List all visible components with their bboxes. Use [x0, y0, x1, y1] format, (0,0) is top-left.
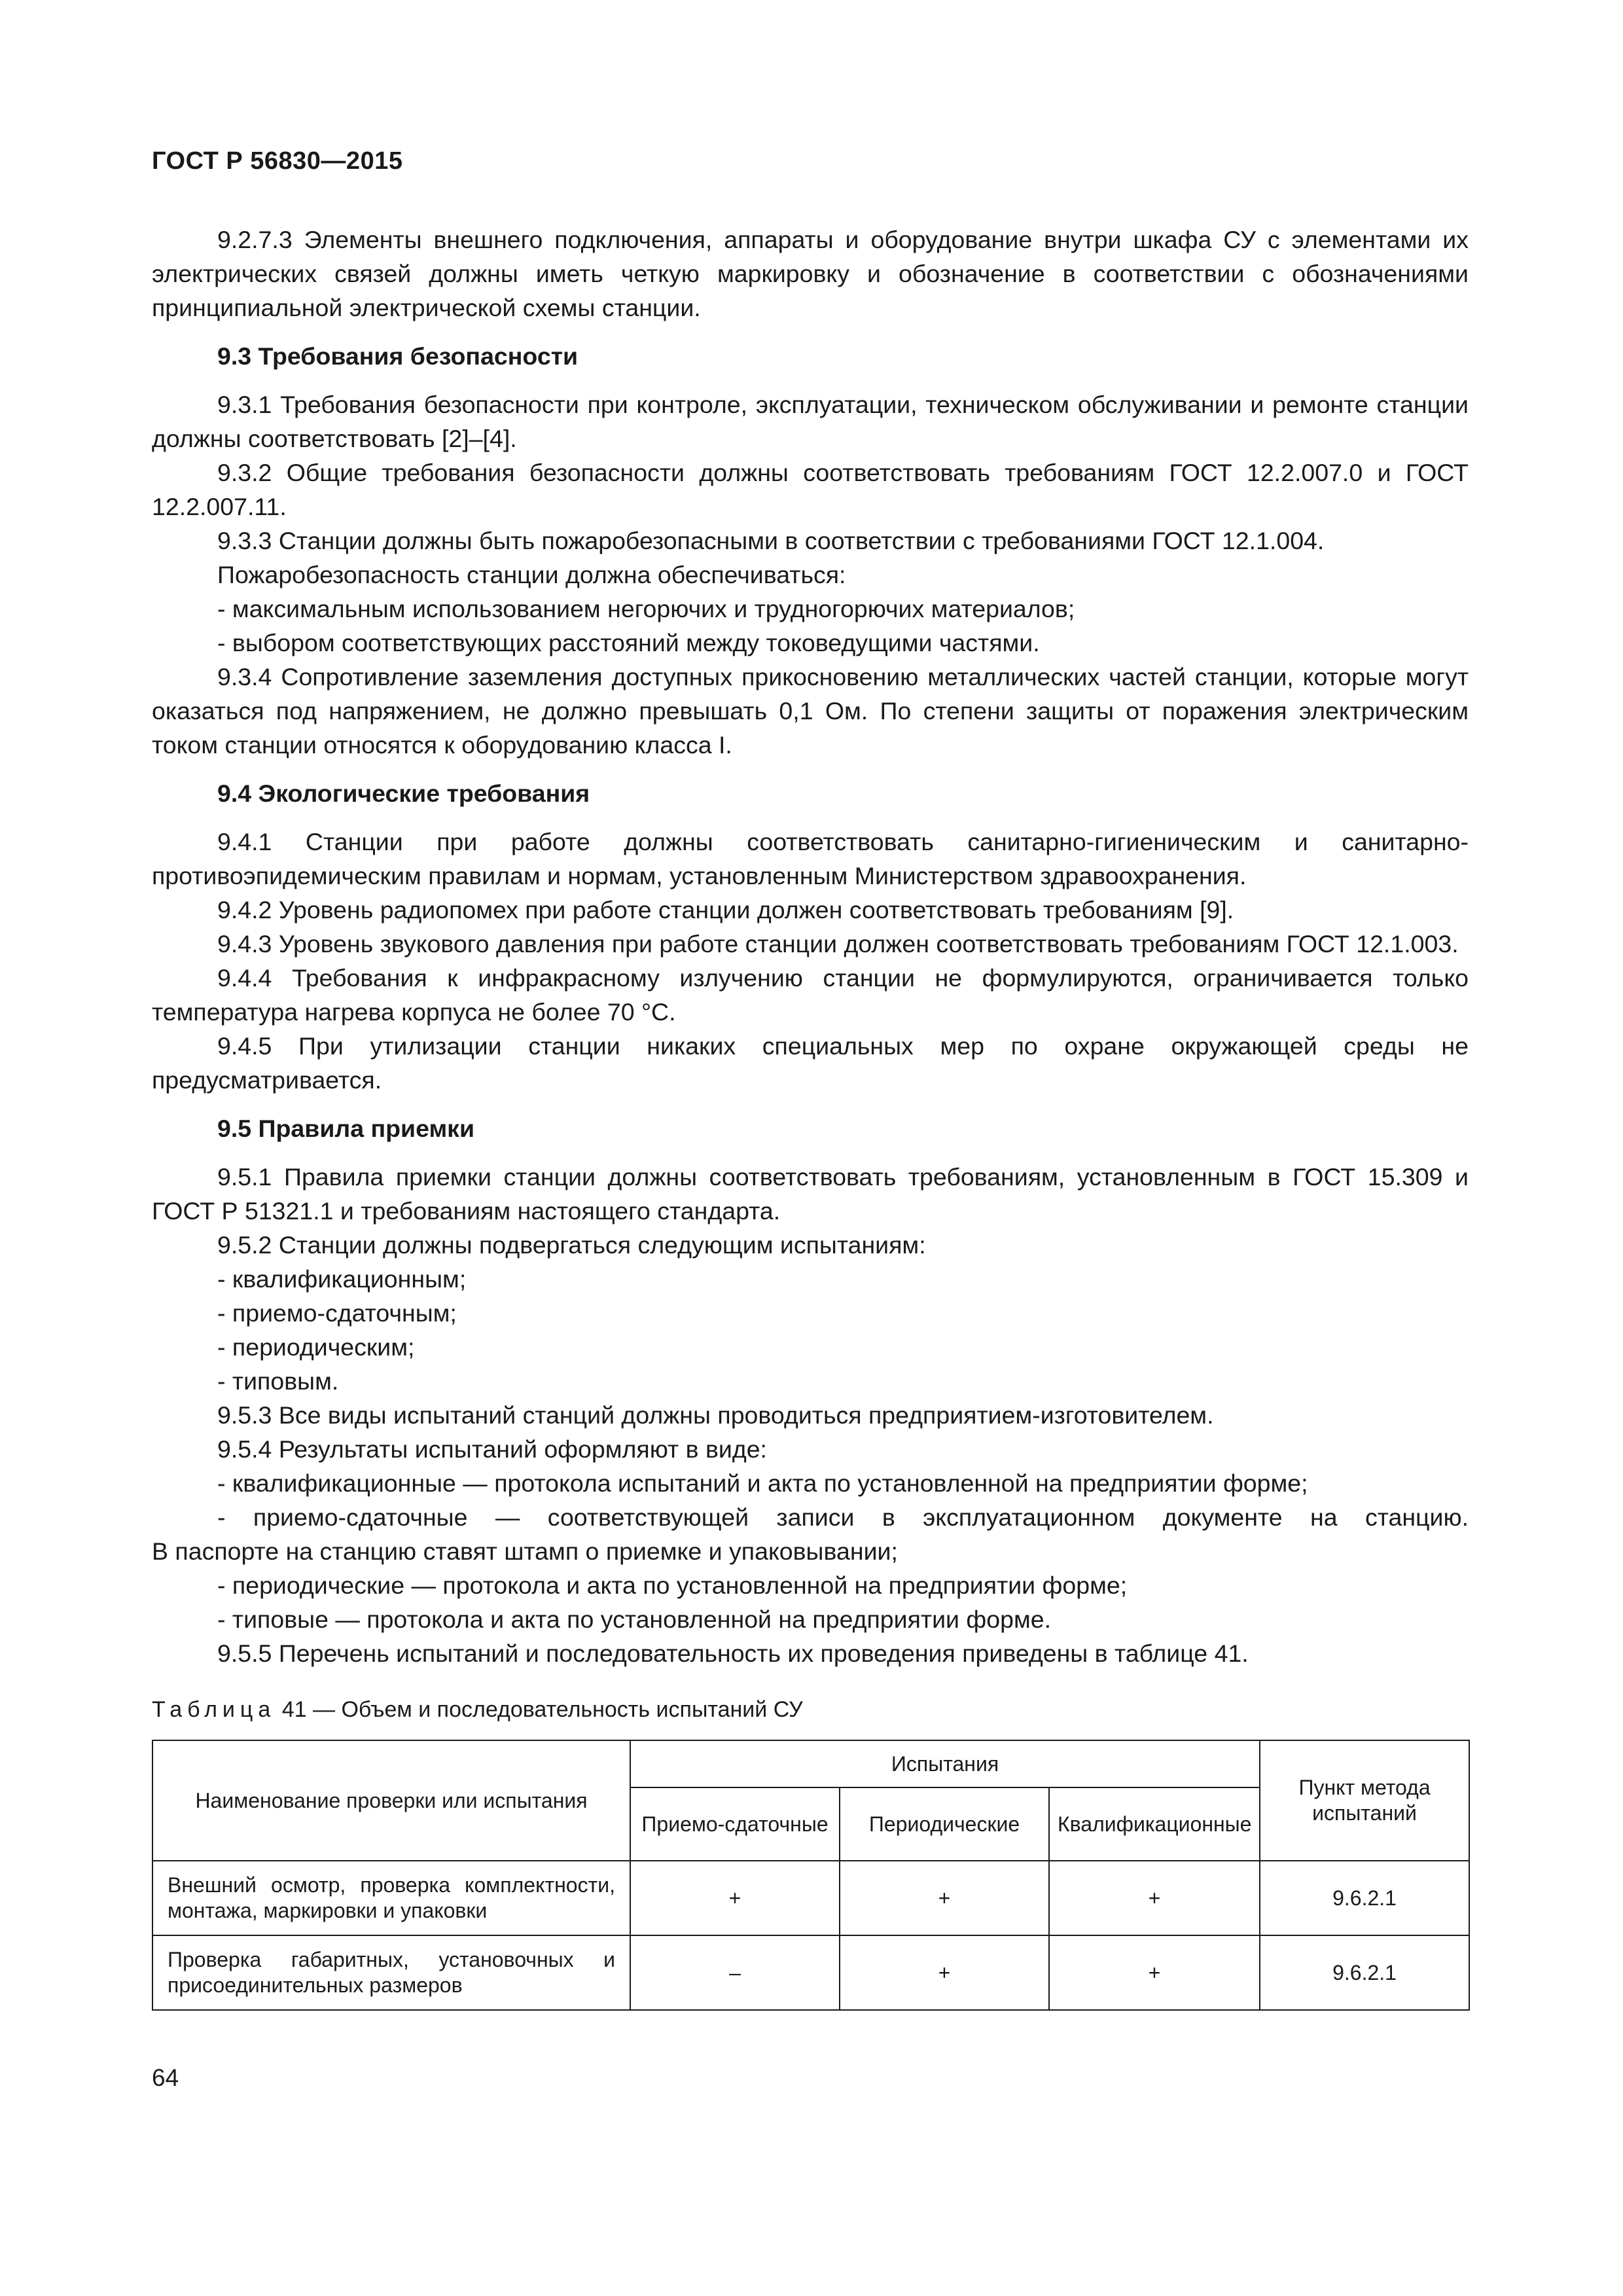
page-number: 64: [152, 2064, 179, 2091]
list-item: - типовым.: [217, 1367, 339, 1395]
section-heading: 9.5 Правила приемки: [217, 1115, 474, 1142]
cell-qualification: +: [1049, 1935, 1260, 2010]
standard-designation: ГОСТ Р 56830—2015: [152, 147, 403, 175]
paragraph: 9.3.1 Требования безопасности при контроле, эксплуатации, техническом обслуживании и ремонте станции должны соответствовать [2]–[4].: [152, 391, 1469, 452]
paragraph: 9.4.2 Уровень радиопомех при работе станции должен соответствовать требованиям [9].: [217, 896, 1234, 924]
paragraph: 9.3.4 Сопротивление заземления доступных прикосновению металлических частей станции, которые могут оказаться под напряжением, не должно превышать 0,1 Ом. По степени защиты от поражения электрическим током станции относятся к оборудованию класса I.: [152, 663, 1469, 759]
list-item: - приемо-сдаточным;: [217, 1299, 457, 1327]
paragraph: 9.4.3 Уровень звукового давления при работе станции должен соответствовать требованиям ГОСТ 12.1.003.: [217, 930, 1459, 958]
document-body: [152, 223, 1469, 2011]
list-item: - выбором соответствующих расстояний между токоведущими частями.: [217, 629, 1040, 656]
paragraph: 9.5.2 Станции должны подвергаться следующим испытаниям:: [217, 1231, 926, 1259]
table-row: [152, 1935, 1469, 2010]
paragraph: 9.4.4 Требования к инфракрасному излучению станции не формулируются, ограничивается только температура нагрева корпуса не более 70 °С.: [152, 964, 1469, 1026]
cell-check-name: Проверка габаритных, установочных и присоединительных размеров: [152, 1935, 630, 2010]
tests-table-body: [152, 1861, 1469, 2010]
list-item: - приемо-сдаточные — соответствующей записи в эксплуатационном документе на станцию.: [217, 1503, 1469, 1531]
header-acceptance: Приемо-сдаточные: [630, 1787, 840, 1861]
text-blocks: [152, 223, 1469, 1670]
paragraph: 9.3.3 Станции должны быть пожаробезопасными в соответствии с требованиями ГОСТ 12.1.004.: [217, 527, 1325, 554]
cell-method-clause: 9.6.2.1: [1260, 1935, 1469, 2010]
cell-acceptance: +: [630, 1861, 840, 1935]
tests-table: [152, 1740, 1470, 2011]
list-item: - квалификационные — протокола испытаний и акта по установленной на предприятии форме;: [217, 1469, 1308, 1497]
cell-method-clause: 9.6.2.1: [1260, 1861, 1469, 1935]
paragraph: Пожаробезопасность станции должна обеспечиваться:: [217, 561, 846, 588]
table-caption-label: Таблица: [152, 1697, 276, 1722]
header-qualification: Квалификационные: [1049, 1787, 1260, 1861]
list-item: - квалификационным;: [217, 1265, 467, 1293]
paragraph: 9.4.1 Станции при работе должны соответствовать санитарно-гигиеническим и санитарно-противоэпидемическим правилам и нормам, установленным Министерством здравоохранения.: [152, 828, 1469, 889]
header-method-clause: Пункт метода испытаний: [1260, 1740, 1469, 1861]
paragraph: 9.2.7.3 Элементы внешнего подключения, аппараты и оборудование внутри шкафа СУ с элементами их электрических связей должны иметь четкую маркировку и обозначение в соответствии с обозначениями принципиальной электрической схемы станции.: [152, 226, 1469, 321]
cell-periodic: +: [840, 1935, 1049, 2010]
paragraph: 9.5.4 Результаты испытаний оформляют в виде:: [217, 1435, 767, 1463]
header-check-name: Наименование проверки или испытания: [152, 1740, 630, 1861]
header-periodic: Периодические: [840, 1787, 1049, 1861]
list-item: - периодическим;: [217, 1333, 415, 1361]
cell-periodic: +: [840, 1861, 1049, 1935]
section-heading: 9.4 Экологические требования: [217, 780, 590, 807]
cell-check-name: Внешний осмотр, проверка комплектности, монтажа, маркировки и упаковки: [152, 1861, 630, 1935]
paragraph: 9.5.5 Перечень испытаний и последовательность их проведения приведены в таблице 41.: [217, 1640, 1249, 1667]
cell-qualification: +: [1049, 1861, 1260, 1935]
section-heading: 9.3 Требования безопасности: [217, 342, 579, 370]
list-item: - максимальным использованием негорючих и трудногорючих материалов;: [217, 595, 1075, 622]
list-item: - типовые — протокола и акта по установленной на предприятии форме.: [217, 1605, 1052, 1633]
table-caption: [152, 1694, 1469, 1725]
table-caption-text: 41 — Объем и последовательность испытаний СУ: [281, 1697, 803, 1722]
paragraph: 9.5.3 Все виды испытаний станций должны проводиться предприятием-изготовителем.: [217, 1401, 1214, 1429]
cell-acceptance: –: [630, 1935, 840, 2010]
paragraph: 9.3.2 Общие требования безопасности должны соответствовать требованиям ГОСТ 12.2.007.0 и ГОСТ 12.2.007.11.: [152, 459, 1469, 520]
paragraph: 9.5.1 Правила приемки станции должны соответствовать требованиям, установленным в ГОСТ 15.309 и ГОСТ Р 51321.1 и требованиям настоящего стандарта.: [152, 1163, 1469, 1225]
paragraph: В паспорте на станцию ставят штамп о приемке и упаковывании;: [152, 1537, 898, 1565]
paragraph: 9.4.5 При утилизации станции никаких специальных мер по охране окружающей среды не предусматривается.: [152, 1032, 1469, 1094]
header-tests: Испытания: [630, 1740, 1260, 1787]
list-item: - периодические — протокола и акта по установленной на предприятии форме;: [217, 1571, 1128, 1599]
table-row: [152, 1861, 1469, 1935]
